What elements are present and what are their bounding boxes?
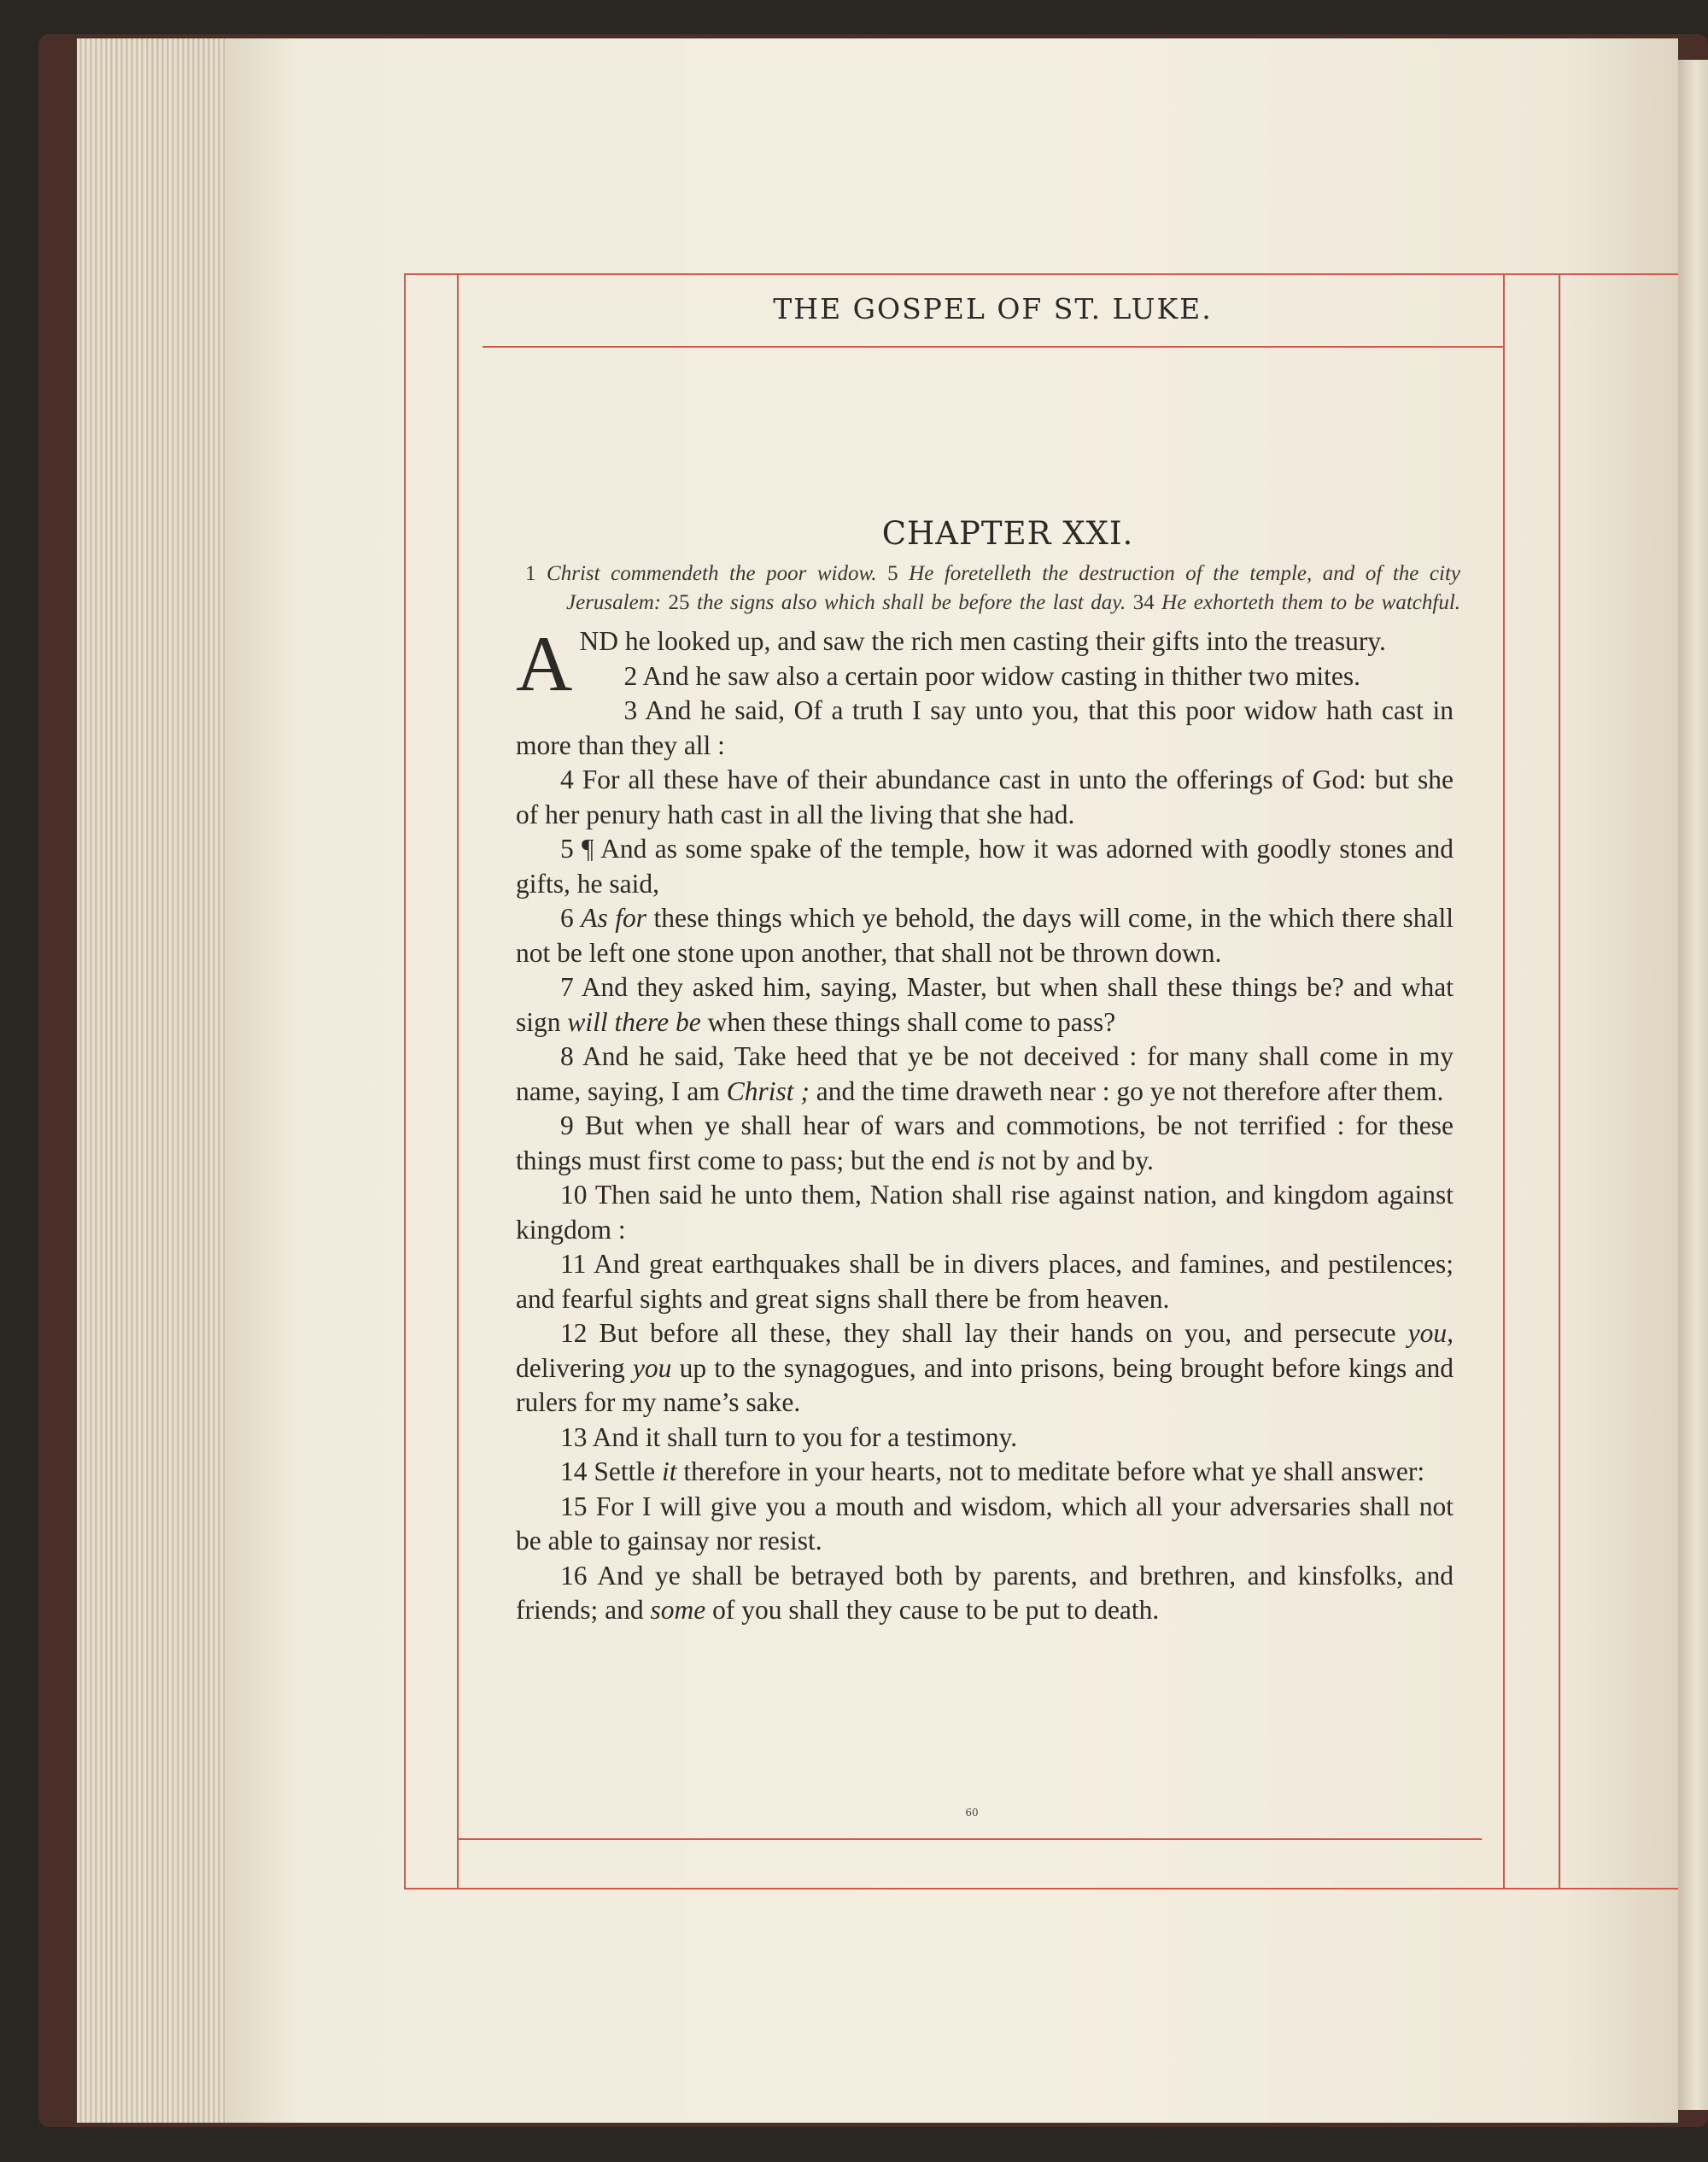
text-run: 25 <box>661 591 697 614</box>
verse-9 <box>516 1109 1454 1178</box>
italic-run: Jerusalem: <box>566 591 662 614</box>
next-page-edge <box>1678 60 1708 2110</box>
text-run: delivering <box>516 1352 633 1383</box>
verse-8 <box>516 1040 1454 1109</box>
verse-14 <box>516 1455 1454 1490</box>
text-run: 10 Then said he unto them, Nation shall rise against nation, and kingdom against kingdom : <box>516 1180 1454 1245</box>
summary-line <box>525 589 1460 618</box>
text-run: 34 <box>1126 591 1162 614</box>
text-run: of you shall they cause to be put to death. <box>705 1595 1160 1625</box>
rule-inner-bottom <box>457 1838 1482 1840</box>
text-run: 7 And they asked him, saying, Master, but when shall these things be? and what sign <box>516 972 1454 1037</box>
text-run: 6 <box>560 903 582 933</box>
rule-left-outer <box>404 273 406 1890</box>
verse-7 <box>516 970 1454 1040</box>
rule-outer-bottom <box>404 1888 1678 1890</box>
text-run: therefore in your hearts, not to meditate before what ye shall answer: <box>676 1456 1425 1486</box>
italic-run: will there be <box>567 1006 701 1037</box>
verse-16 <box>516 1559 1454 1628</box>
italic-run: As for <box>581 903 647 933</box>
text-run: and the time draweth near : go ye not therefore after them. <box>809 1075 1444 1106</box>
italic-run: He foretelleth the destruction of the temple, and of the city <box>909 562 1461 585</box>
text-run: 13 And it shall turn to you for a testimony. <box>560 1421 1018 1452</box>
verse-15 <box>516 1490 1454 1559</box>
italic-run: is <box>976 1145 995 1175</box>
verse-5 <box>516 832 1454 901</box>
text-run: 1 <box>525 562 547 585</box>
text-run: 14 Settle <box>560 1456 662 1486</box>
verse-1-text: ND he looked up, and saw the rich men casting their gifts into the treasury. <box>579 626 1386 656</box>
drop-cap: A <box>516 620 573 707</box>
verse-12 <box>516 1316 1454 1421</box>
text-run: 4 For all these have of their abundance cast in unto the offerings of God: but she of her penury hath cast in all the living that she had. <box>516 765 1454 829</box>
text-run: 12 But before all these, they shall lay their hands on you, and persecute <box>560 1318 1408 1348</box>
italic-run: Christ commendeth the poor widow. <box>547 562 877 585</box>
page-number: 60 <box>965 1807 979 1819</box>
verse-11 <box>516 1247 1454 1316</box>
verse-2 <box>516 659 1454 694</box>
scripture-text <box>516 620 1454 1628</box>
italic-run: the signs also which shall be before the last day. <box>697 591 1126 614</box>
verse-6 <box>516 901 1454 970</box>
text-run: 2 And he saw also a certain poor widow casting in thither two mites. <box>623 660 1361 691</box>
summary-line <box>525 560 1460 589</box>
text-run: not by and by. <box>994 1145 1154 1175</box>
italic-run: you, <box>1407 1318 1454 1348</box>
italic-run: Christ ; <box>726 1075 810 1106</box>
verse-4 <box>516 763 1454 832</box>
verse-list <box>516 659 1454 1628</box>
text-run: 15 For I will give you a mouth and wisdom, which all your adversaries shall not be able to gainsay nor resist. <box>516 1491 1454 1556</box>
verse-13 <box>516 1421 1454 1456</box>
page-edges <box>77 38 226 2123</box>
text-run: 16 And ye shall be betrayed both by parents, and brethren, and kinsfolks, and friends; and <box>516 1560 1454 1625</box>
text-run: 3 And he said, Of a truth I say unto you, that this poor widow hath cast in more than they all : <box>516 695 1454 760</box>
rule-outer-top <box>404 273 1678 275</box>
text-run: these things which ye behold, the days will come, in the which there shall not be left one stone upon another, that shall not be thrown down. <box>516 903 1454 968</box>
running-header: THE GOSPEL OF ST. LUKE. <box>773 292 1213 325</box>
chapter-heading: CHAPTER XXI. <box>881 515 1134 552</box>
text-run: up to the synagogues, and into prisons, being brought before kings and rulers for my name’s sake. <box>516 1352 1454 1417</box>
italic-run: some <box>650 1595 706 1625</box>
rule-left-inner <box>457 273 459 1890</box>
italic-run: it <box>662 1456 677 1486</box>
verse-3 <box>516 694 1454 763</box>
chapter-summary <box>525 560 1460 618</box>
text-run: 8 And he said, Take heed that ye be not deceived : for many shall come in my name, saying, I am <box>516 1041 1454 1106</box>
rule-right-outer <box>1559 273 1560 1890</box>
text-run: when these things shall come to pass? <box>700 1006 1116 1037</box>
text-run: 5 ¶ And as some spake of the temple, how it was adorned with goodly stones and gifts, he said, <box>516 834 1454 899</box>
text-run: 5 <box>876 562 910 585</box>
rule-header-bottom <box>483 346 1503 348</box>
text-run: 11 And great earthquakes shall be in divers places, and famines, and pestilences; and fearful sights and great signs shall there be from heaven. <box>516 1249 1454 1314</box>
italic-run: you <box>632 1352 672 1383</box>
text-run: 9 But when ye shall hear of wars and commotions, be not terrified : for these things must first come to pass; but the end <box>516 1110 1454 1175</box>
verse-10 <box>516 1178 1454 1247</box>
italic-run: He exhorteth them to be watchful. <box>1161 591 1461 614</box>
rule-right-inner <box>1503 273 1505 1890</box>
